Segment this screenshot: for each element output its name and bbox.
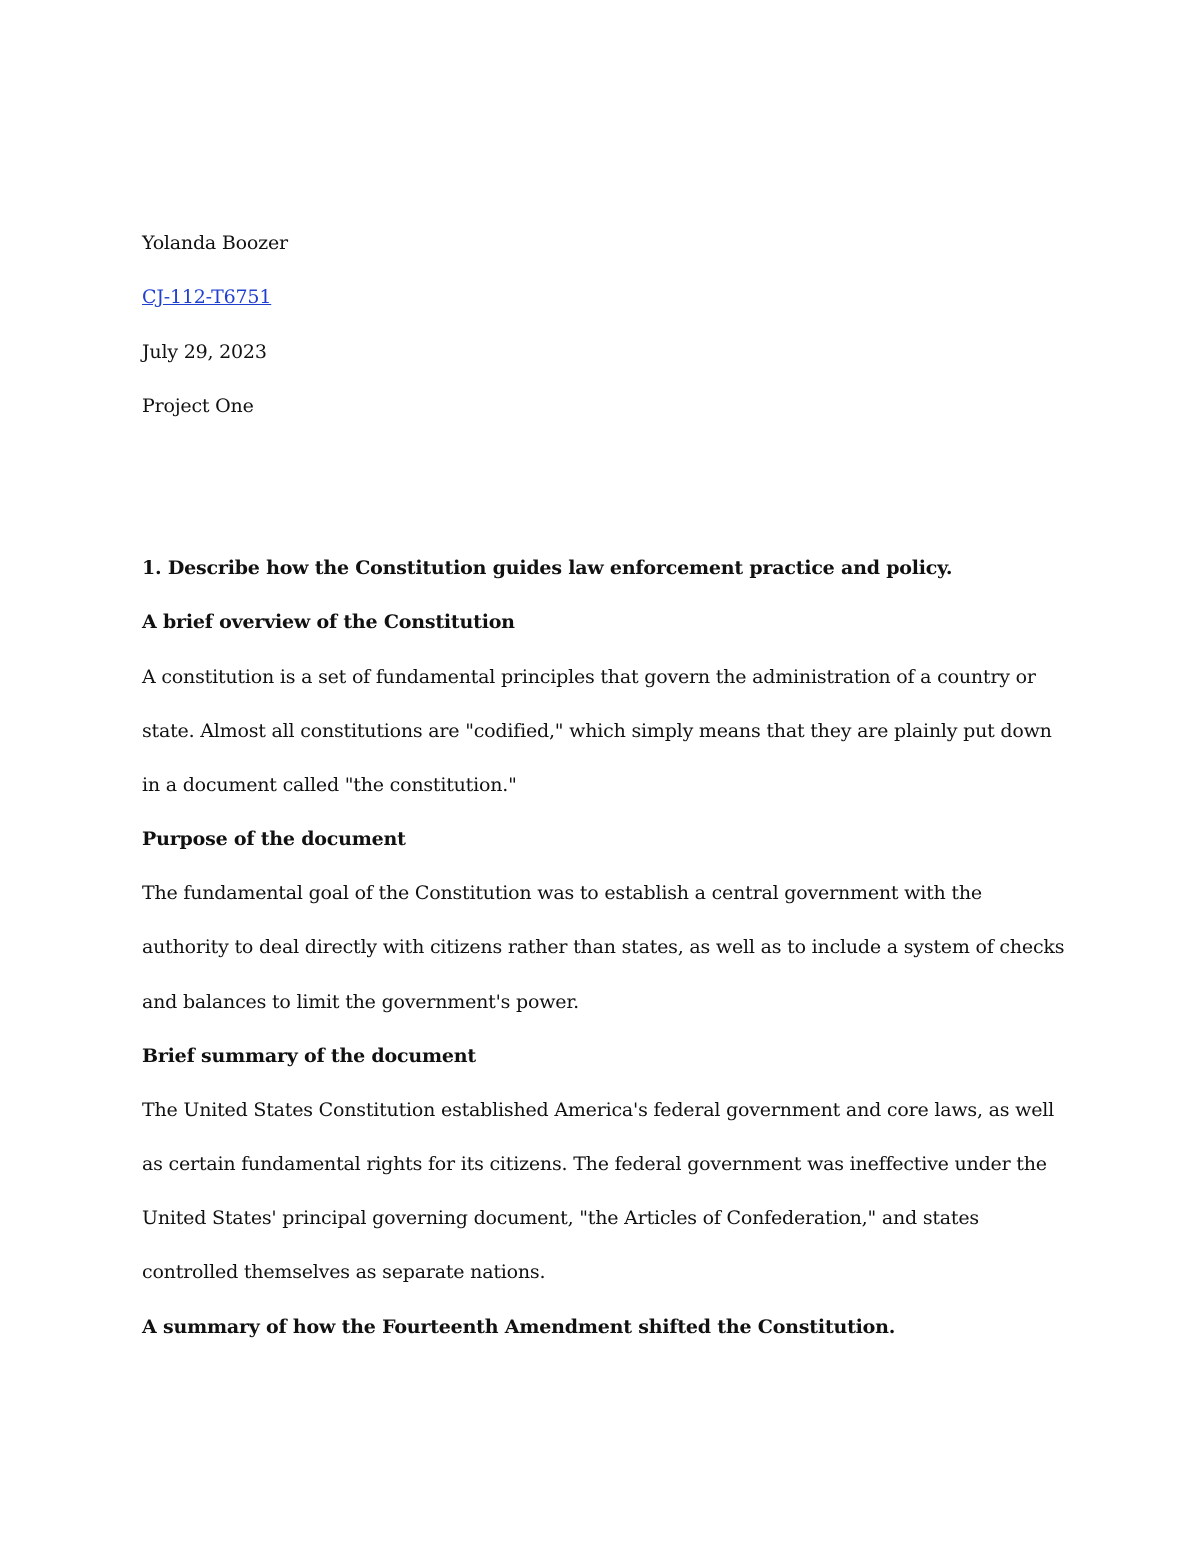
section-heading-summary: Brief summary of the document [142, 1045, 476, 1067]
paragraph-line: state. Almost all constitutions are "codified," which simply means that they are plainly put down [142, 720, 1052, 742]
paragraph-line: in a document called "the constitution." [142, 774, 517, 796]
course-code-link[interactable]: CJ-112-T6751 [142, 286, 272, 308]
paragraph-line: The fundamental goal of the Constitution was to establish a central government with the [142, 882, 982, 904]
section-heading-fourteenth-amendment: A summary of how the Fourteenth Amendment shifted the Constitution. [142, 1316, 896, 1338]
paragraph-line: and balances to limit the government's power. [142, 991, 579, 1013]
paragraph-line: United States' principal governing document, "the Articles of Confederation," and states [142, 1207, 979, 1229]
paragraph-line: authority to deal directly with citizens rather than states, as well as to include a system of checks [142, 936, 1065, 958]
section-heading-purpose: Purpose of the document [142, 828, 406, 850]
question-heading: 1. Describe how the Constitution guides law enforcement practice and policy. [142, 557, 953, 579]
submission-date: July 29, 2023 [142, 341, 267, 363]
author-name: Yolanda Boozer [142, 232, 288, 254]
paragraph-line: A constitution is a set of fundamental principles that govern the administration of a country or [142, 666, 1036, 688]
paragraph-line: as certain fundamental rights for its citizens. The federal government was ineffective under the [142, 1153, 1047, 1175]
section-heading-overview: A brief overview of the Constitution [142, 611, 515, 633]
paragraph-line: controlled themselves as separate nations. [142, 1261, 546, 1283]
assignment-title: Project One [142, 395, 254, 417]
paragraph-line: The United States Constitution established America's federal government and core laws, as well [142, 1099, 1055, 1121]
